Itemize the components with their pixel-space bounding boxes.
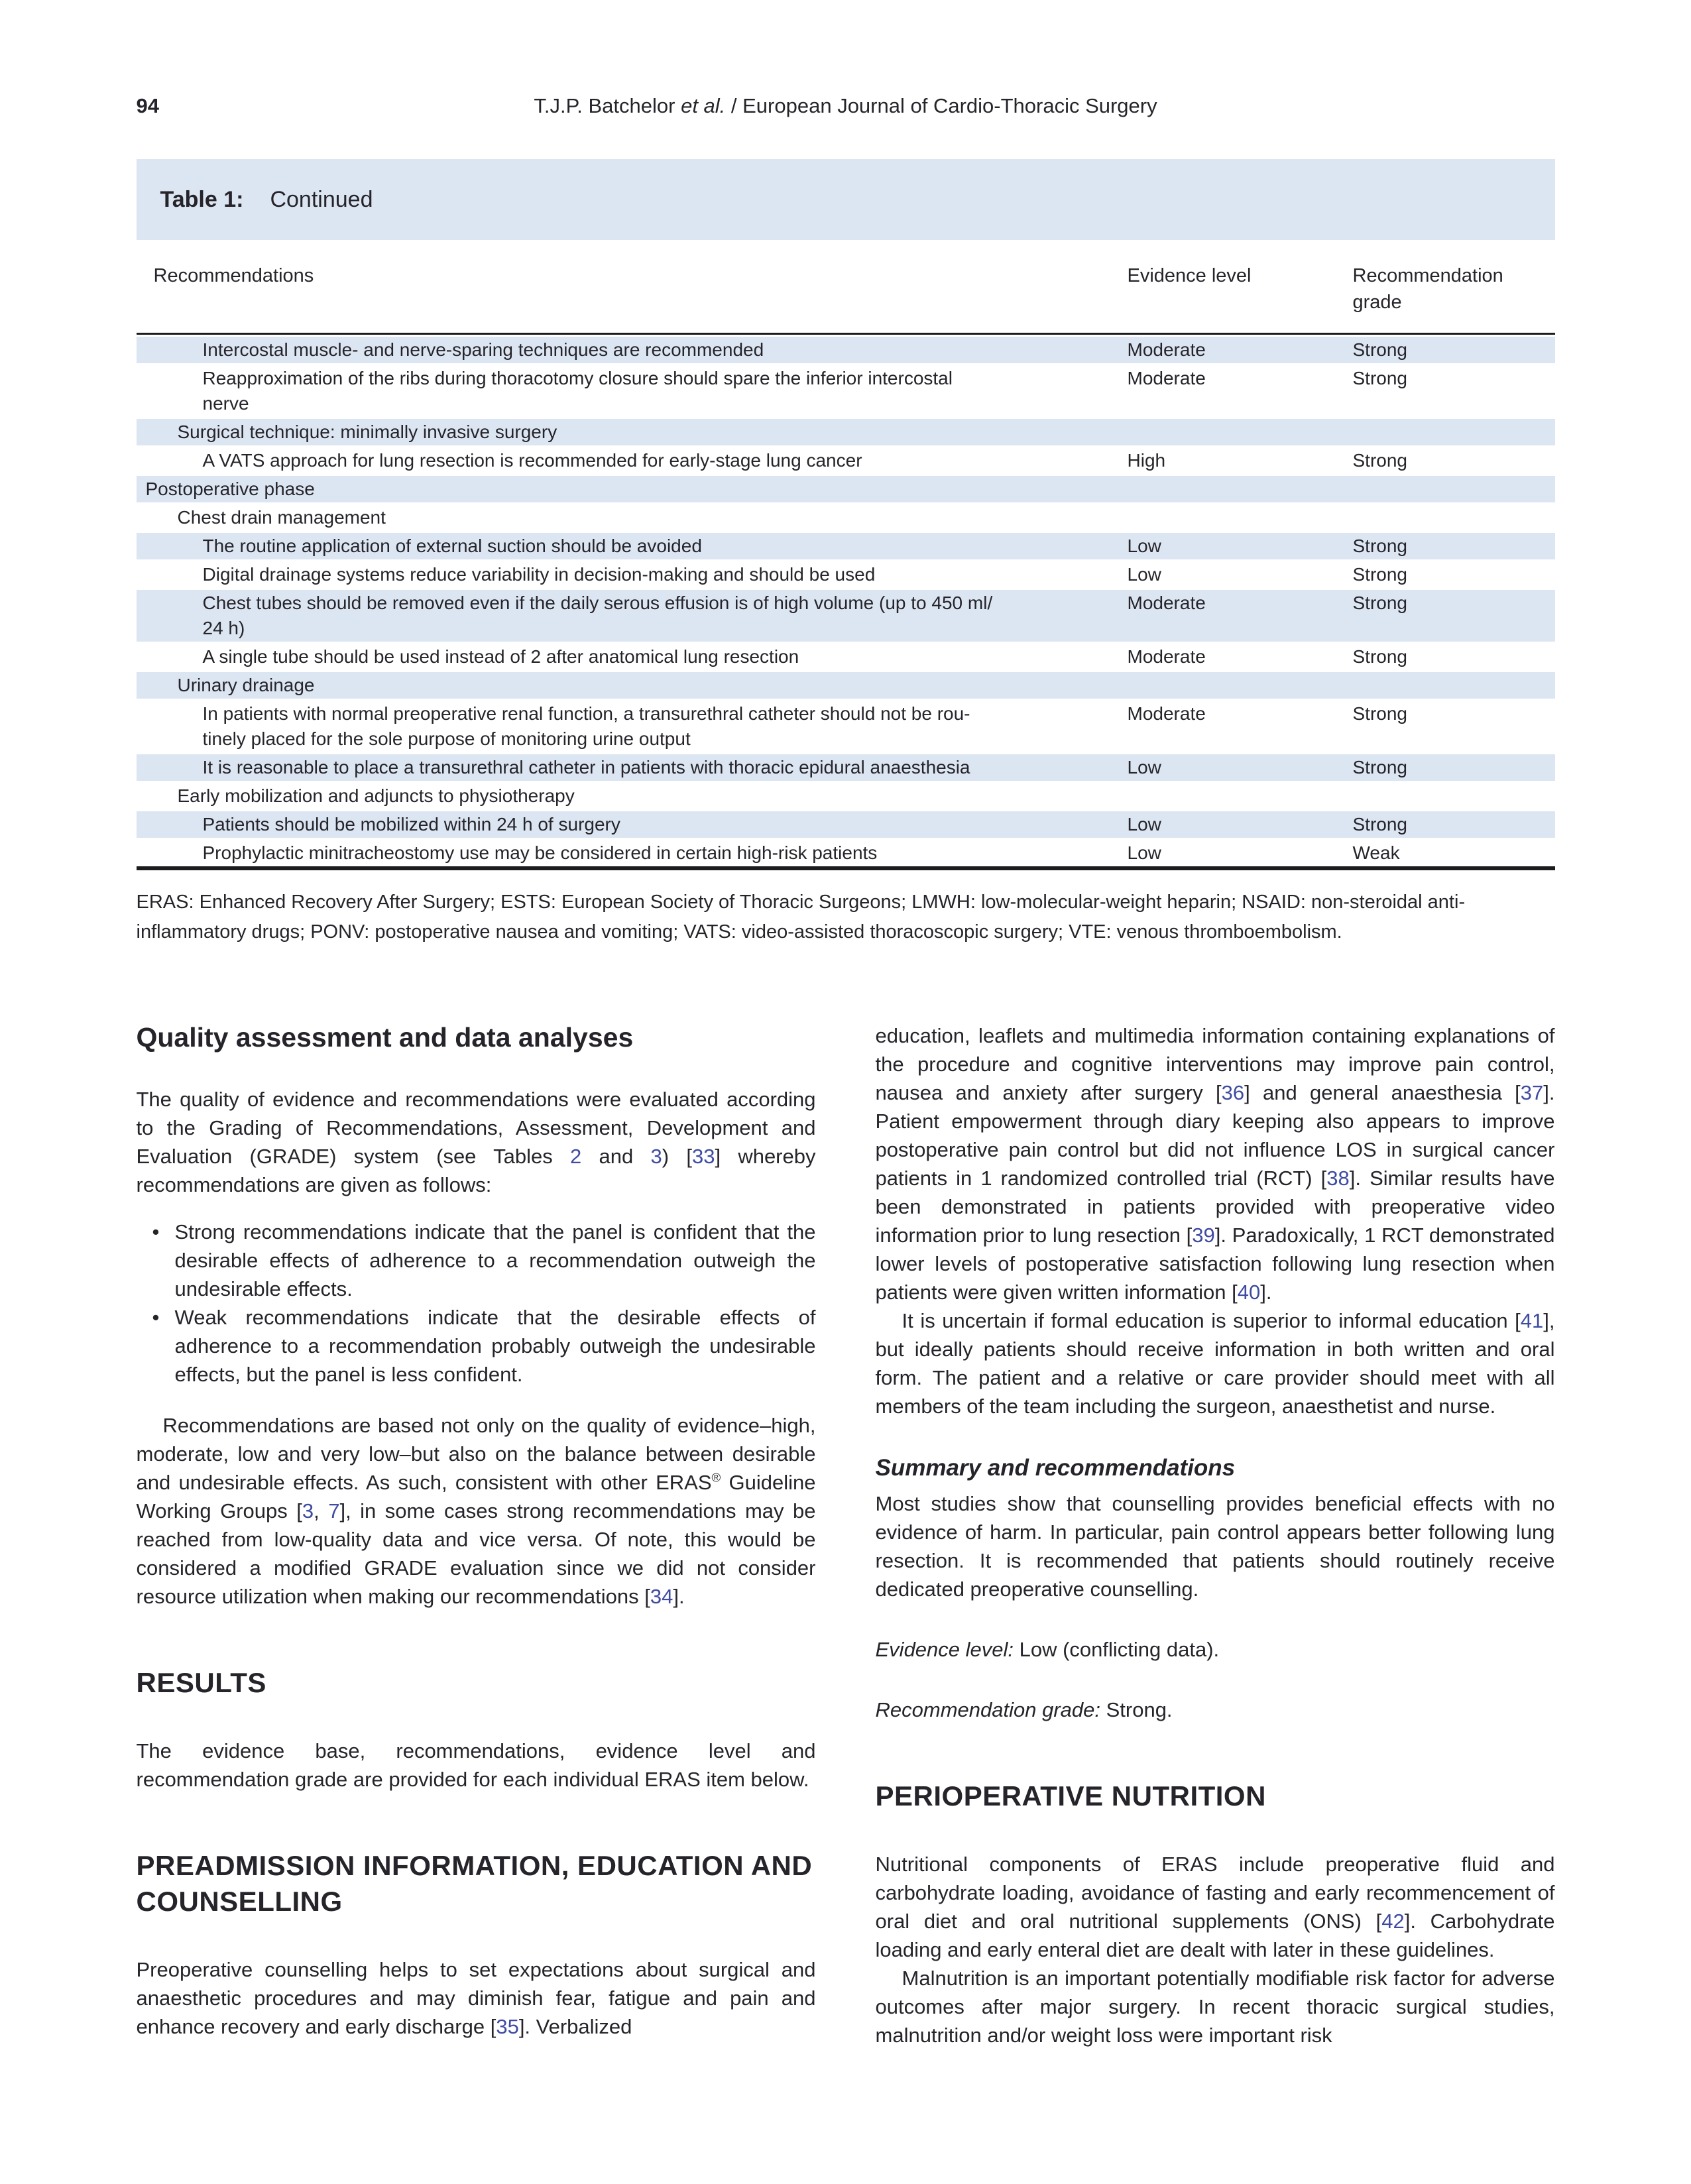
grade-cell [1353, 783, 1555, 809]
grade-cell [1353, 476, 1555, 502]
evidence-cell: Low [1127, 814, 1161, 834]
recommendation-cell: Surgical technique: minimally invasive surgery [177, 422, 557, 442]
section-heading: PERIOPERATIVE NUTRITION [875, 1780, 1266, 1811]
table-title: Table 1: [160, 186, 244, 212]
citation-link[interactable]: 35 [496, 2015, 519, 2038]
table-row [137, 474, 1555, 504]
table-row [137, 531, 1555, 561]
citation-link[interactable]: 7 [328, 1499, 340, 1523]
recommendation-cell: Intercostal muscle- and nerve-sparing techniques are recommended [202, 339, 764, 360]
evidence-cell: Low [1127, 536, 1161, 556]
registered-mark: ® [711, 1470, 721, 1485]
recommendation-cell: Prophylactic minitracheostomy use may be considered in certain high-risk patients [202, 842, 878, 863]
evidence-level-line: Evidence level: Low (conflicting data). [875, 1638, 1220, 1661]
label-italic: Recommendation grade: [875, 1698, 1100, 1721]
evidence-cell: Moderate [1127, 703, 1206, 724]
recommendation-cell: The routine application of external suction should be avoided [202, 536, 702, 556]
grade-cell: Strong [1352, 646, 1407, 667]
citation-link[interactable]: 40 [1237, 1281, 1261, 1304]
table-row [137, 840, 1555, 866]
table-row [137, 783, 1555, 809]
grade-cell: Strong [1352, 450, 1407, 471]
table-continued: Continued [270, 186, 373, 212]
citation-link[interactable]: 38 [1326, 1167, 1350, 1190]
recommendation-cell: Chest drain management [177, 507, 386, 528]
table-row [137, 365, 1555, 417]
table-row [137, 644, 1555, 670]
column-header-evidence-level: Evidence level [1127, 265, 1252, 286]
table-row [137, 752, 1555, 783]
citation-link[interactable]: 33 [691, 1145, 715, 1168]
bullet-list [137, 1218, 816, 1389]
paragraph: Nutritional components of ERAS include preoperative fluid and carbohydrate loading, avoidance of fasting and early recommencement of oral diet and oral nutritional supplements (ONS) [42]. Carbohydrate loading and early enteral diet are dealt with later in these guidelines. [875, 1853, 1555, 1961]
evidence-cell [1128, 419, 1353, 445]
paragraph: Malnutrition is an important potentially modifiable risk factor for adverse outcomes after major surgery. In recent thoracic surgical studies, malnutrition and/or weight loss were important risk [875, 1967, 1555, 2047]
recommendation-cell: In patients with normal preoperative renal function, a transurethral catheter should not be rou- tinely placed for the sole purpose of monitoring urine output [202, 703, 970, 749]
citation-link[interactable]: 39 [1192, 1224, 1215, 1247]
grade-cell: Strong [1352, 339, 1407, 360]
grade-cell [1353, 419, 1555, 445]
evidence-cell [1128, 672, 1353, 699]
citation-link[interactable]: 36 [1221, 1081, 1245, 1104]
paragraph: The quality of evidence and recommendations were evaluated according to the Grading of Recommendations, Assessment, Development and Evaluation (GRADE) system (see Tables 2 and 3) [33] whereby recommendations are given as follows: [136, 1088, 816, 1196]
grade-cell: Strong [1352, 703, 1407, 724]
article-table [137, 159, 1555, 947]
recommendation-cell: Urinary drainage [177, 675, 315, 695]
etal-italic: et al. [681, 94, 726, 117]
recommendation-cell: Early mobilization and adjuncts to physiotherapy [177, 785, 575, 806]
paragraph: It is uncertain if formal education is superior to informal education [41], but ideally patients should receive information in both written and oral form. The patient and a relative or care provider should meet with all members of the team including the surgeon, anaesthetist and nurse. [875, 1309, 1555, 1418]
table-row [137, 588, 1555, 644]
grade-cell: Strong [1352, 564, 1407, 585]
page [137, 0, 1555, 2049]
evidence-cell: Low [1127, 564, 1161, 585]
evidence-cell [1128, 783, 1353, 809]
grade-cell: Weak [1352, 842, 1400, 863]
evidence-cell: Low [1127, 842, 1161, 863]
table-row [137, 701, 1555, 752]
page-number: 94 [136, 94, 159, 117]
citation-link[interactable]: 37 [1520, 1081, 1544, 1104]
table-rows [137, 335, 1555, 866]
table-row [137, 504, 1555, 531]
bullet-item: • Weak recommendations indicate that the desirable effects of adherence to a recommendation probably outweigh the undesirable effects, but the panel is less confident. [137, 1303, 816, 1389]
right-column [876, 1021, 1555, 2049]
recommendation-cell: A single tube should be used instead of 2 after anatomical lung resection [202, 646, 799, 667]
left-column [137, 1021, 816, 2049]
table-row [137, 809, 1555, 840]
citation-link[interactable]: 41 [1520, 1309, 1544, 1332]
table-bottom-rule [137, 866, 1555, 870]
citation-link[interactable]: 42 [1381, 1910, 1405, 1933]
running-head-title: T.J.P. Batchelor et al. / European Journal of Cardio-Thoracic Surgery [534, 94, 1157, 117]
grade-cell [1353, 504, 1555, 531]
grade-cell: Strong [1352, 757, 1407, 777]
paragraph: The evidence base, recommendations, evidence level and recommendation grade are provided for each individual ERAS item below. [136, 1739, 816, 1791]
citation-link[interactable]: 3 [650, 1145, 662, 1168]
table-row [137, 335, 1555, 365]
recommendation-cell: Chest tubes should be removed even if the daily serous effusion is of high volume (up to 450 ml/ 24 h) [202, 593, 993, 638]
paragraph: Most studies show that counselling provides beneficial effects with no evidence of harm. In particular, pain control appears better following lung resection. It is recommended that patients should routinely receive dedicated preoperative counselling. [875, 1492, 1555, 1601]
table-title-band [137, 159, 1555, 240]
paragraph: education, leaflets and multimedia information containing explanations of the procedure and cognitive interventions may improve pain control, nausea and anxiety after surgery [36] and general anaesthesia [37]. Patient empowerment through diary keeping also appears to improve postoperative pain control but did not influence LOS in surgical cancer patients in 1 randomized controlled trial (RCT) [38]. Similar results have been demonstrated in patients provided with preoperative video information prior to lung resection [39]. Paradoxically, 1 RCT demonstrated lower levels of postoperative satisfaction following lung resection when patients were given written information [40]. [875, 1024, 1555, 1304]
grade-cell [1353, 672, 1555, 699]
recommendation-cell: Reapproximation of the ribs during thoracotomy closure should spare the inferior intercostal nerve [202, 368, 953, 414]
subsection-heading: Quality assessment and data analyses [136, 1022, 634, 1053]
recommendation-cell: Digital drainage systems reduce variability in decision-making and should be used [202, 564, 876, 585]
table-header-row [137, 240, 1555, 333]
evidence-cell [1128, 504, 1353, 531]
article-body [137, 1021, 1555, 2049]
summary-heading: Summary and recommendations [875, 1455, 1236, 1481]
table-row [137, 561, 1555, 588]
table-row [137, 417, 1555, 447]
bullet-item: • Strong recommendations indicate that the panel is confident that the desirable effects of adherence to a recommendation outweigh the undesirable effects. [137, 1218, 816, 1303]
grade-cell: Strong [1352, 593, 1407, 613]
table-row [137, 670, 1555, 701]
evidence-cell: Moderate [1127, 368, 1206, 388]
section-heading: PREADMISSION INFORMATION, EDUCATION AND COUNSELLING [136, 1850, 813, 1917]
recommendation-cell: It is reasonable to place a transurethral catheter in patients with thoracic epidural anaesthesia [202, 757, 970, 777]
grade-cell: Strong [1352, 368, 1407, 388]
section-heading: RESULTS [136, 1667, 266, 1698]
grade-cell: Strong [1352, 536, 1407, 556]
column-header-recommendations: Recommendations [153, 265, 314, 286]
paragraph: Preoperative counselling helps to set expectations about surgical and anaesthetic procedures and may diminish fear, fatigue and pain and enhance recovery and early discharge [35]. Verbalized [136, 1958, 816, 2038]
paragraph: Recommendations are based not only on the quality of evidence–high, moderate, low and very low–but also on the balance between desirable and undesirable effects. As such, consistent with other ERAS® Guideline Working Groups [3, 7], in some cases strong recommendations may be reached from low-quality data and vice versa. Of note, this would be considered a modified GRADE evaluation since we did not consider resource utilization when making our recommendations [34]. [136, 1414, 816, 1608]
label-italic: Evidence level: [875, 1638, 1014, 1661]
recommendation-cell: A VATS approach for lung resection is recommended for early-stage lung cancer [202, 450, 862, 471]
evidence-cell [1128, 476, 1353, 502]
citation-link[interactable]: 3 [302, 1499, 314, 1523]
running-head [137, 93, 1555, 119]
recommendation-grade-line: Recommendation grade: Strong. [875, 1698, 1173, 1721]
table-footnote: ERAS: Enhanced Recovery After Surgery; ESTS: European Society of Thoracic Surgeons; LMWH: low-molecular-weight heparin; NSAID: non-steroidal anti-inflammatory drugs; PONV: postoperative nausea and vomiting; VATS: video-assisted thoracoscopic surgery; VTE: venous thromboembolism. [136, 891, 1466, 943]
grade-cell: Strong [1352, 814, 1407, 834]
evidence-cell: Low [1127, 757, 1161, 777]
recommendation-cell: Postoperative phase [145, 479, 315, 499]
citation-link[interactable]: 2 [570, 1145, 582, 1168]
evidence-cell: Moderate [1127, 646, 1206, 667]
citation-link[interactable]: 34 [650, 1585, 673, 1608]
table-row [137, 447, 1555, 474]
column-header-recommendation-grade: Recommendation grade [1352, 265, 1503, 313]
recommendation-cell: Patients should be mobilized within 24 h of surgery [202, 814, 620, 834]
evidence-cell: Moderate [1127, 339, 1206, 360]
evidence-cell: High [1127, 450, 1166, 471]
evidence-cell: Moderate [1127, 593, 1206, 613]
